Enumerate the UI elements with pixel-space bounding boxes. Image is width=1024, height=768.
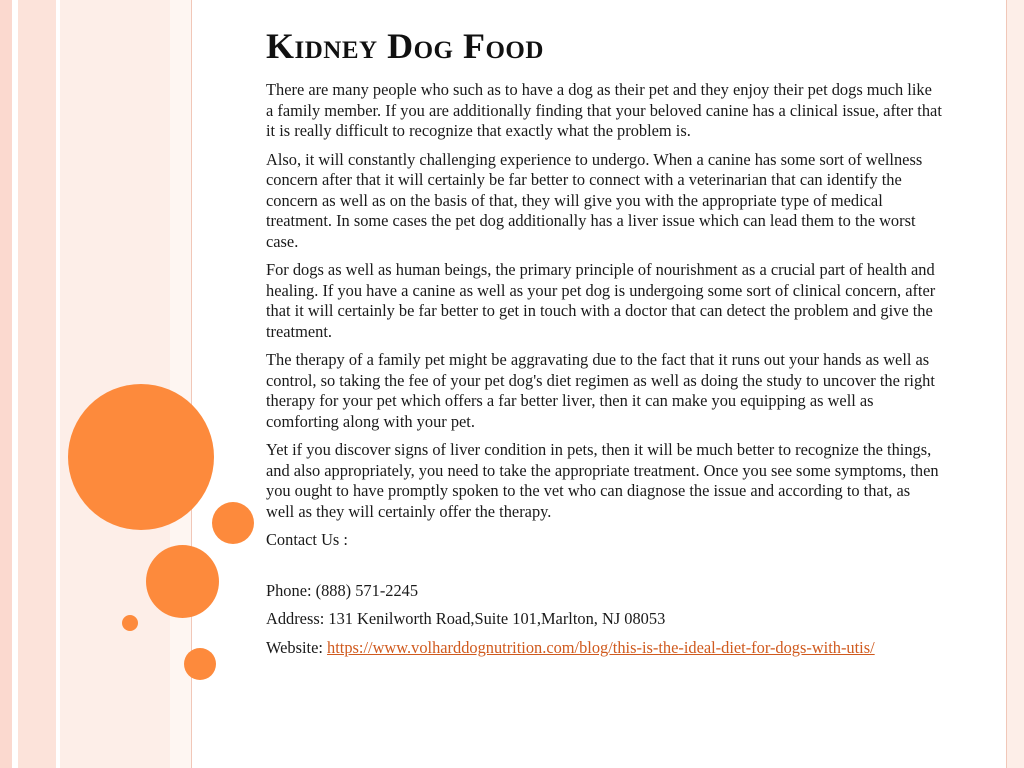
body-paragraph: Also, it will constantly challenging experience to undergo. When a canine has some sort of wellness concern after that it will certainly be far better to connect with a veterinarian that can identify the concern as well as on the basis of that, they will give you with the appropriate type of medical treatment. In some cases the pet dog additionally has a liver issue which can lead them to the worst case. [266,149,923,251]
slide-content [266,24,942,666]
contact-heading: Contact Us : [266,530,348,549]
decor-circle-tiny [122,615,138,631]
decor-stripe [60,0,170,768]
decor-circle-large [68,384,214,530]
body-paragraph: There are many people who such as to have a dog as their pet and they enjoy their pet dogs much like a family member. If you are additionally finding that your beloved canine has a clinical issue, after that it is really difficult to recognize that exactly what the problem is. [266,80,942,140]
body-paragraph: Yet if you discover signs of liver condition in pets, then it will be much better to recognize the things, and also appropriately, you need to take the appropriate treatment. Once you see some symptoms, then you ought to have promptly spoken to the vet who can diagnose the issue and according to that, as well as they will certainly offer the therapy. [266,440,939,521]
body-paragraph: The therapy of a family pet might be aggravating due to the fact that it runs out your hands as well as control, so taking the fee of your pet dog's diet regimen as well as doing the study to uncover the right therapy for your pet which offers a far better liver, then it can make you equipping as well as comforting along with your pet. [266,350,935,431]
contact-address: Address: 131 Kenilworth Road,Suite 101,Marlton, NJ 08053 [266,609,666,628]
decor-stripe [18,0,56,768]
decor-stripe [0,0,12,768]
decor-circle-medium [146,545,219,618]
contact-phone: Phone: (888) 571-2245 [266,580,419,600]
slide-title: Kidney Dog Food [266,26,544,66]
decor-right-band [1007,0,1024,768]
website-link[interactable]: https://www.volharddognutrition.com/blog/this-is-the-ideal-diet-for-dogs-with-utis/ [327,637,875,657]
contact-website [266,638,942,659]
website-label: Website: [266,637,328,657]
decor-circle-small [212,502,254,544]
body-paragraph: For dogs as well as human beings, the primary principle of nourishment as a crucial part of health and healing. If you have a canine as well as your pet dog is undergoing some sort of clinical concern, after that it will certainly be far better to get in touch with a doctor that can detect the problem and give the treatment. [266,260,936,341]
decor-circle-small [184,648,216,680]
